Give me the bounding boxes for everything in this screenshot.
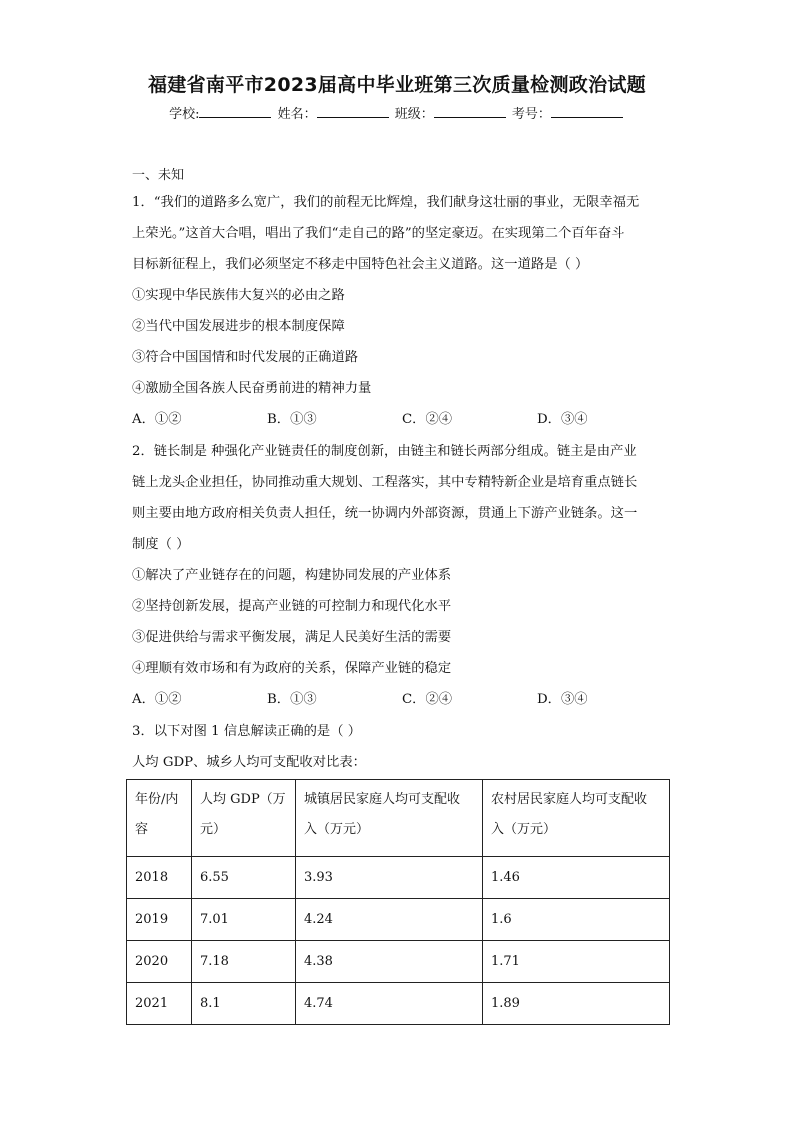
student-info-line bbox=[0, 103, 794, 122]
option-a[interactable]: A．①② bbox=[132, 412, 182, 427]
class-label: 班级： bbox=[394, 107, 434, 122]
table-cell: 7.01 bbox=[192, 899, 296, 941]
table-cell: 4.24 bbox=[296, 899, 483, 941]
question-1-stem-line: 上荣光。”这首大合唱，唱出了我们“走自己的路”的坚定豪迈。在实现第二个百年奋斗 bbox=[132, 226, 625, 241]
table-cell: 1.71 bbox=[483, 941, 670, 983]
exam-title: 福建省南平市2023届高中毕业班第三次质量检测政治试题 bbox=[148, 74, 646, 96]
section-heading: 一、未知 bbox=[132, 168, 185, 183]
exam-number-blank[interactable] bbox=[551, 106, 623, 118]
option-d[interactable]: D．③④ bbox=[537, 692, 588, 707]
name-label: 姓名： bbox=[277, 107, 317, 122]
question-1-item: ④激励全国各族人民奋勇前进的精神力量 bbox=[132, 381, 372, 396]
gdp-income-table bbox=[126, 779, 670, 1025]
question-2-stem-line: 2．链长制是 种强化产业链责任的制度创新，由链主和链长两部分组成。链主是由产业 bbox=[132, 444, 637, 459]
table-caption: 人均 GDP、城乡人均可支配收对比表： bbox=[132, 755, 366, 770]
table-cell: 2019 bbox=[127, 899, 192, 941]
table-row bbox=[127, 899, 670, 941]
table-cell: 3.93 bbox=[296, 857, 483, 899]
table-row bbox=[127, 941, 670, 983]
question-2 bbox=[132, 436, 672, 715]
option-c[interactable]: C．②④ bbox=[402, 412, 453, 427]
table-cell: 4.38 bbox=[296, 941, 483, 983]
class-blank[interactable] bbox=[434, 106, 506, 118]
table-cell: 6.55 bbox=[192, 857, 296, 899]
table-header-cell: 年份/内 容 bbox=[127, 780, 192, 857]
option-c[interactable]: C．②④ bbox=[402, 692, 453, 707]
table-cell: 1.46 bbox=[483, 857, 670, 899]
table-cell: 2020 bbox=[127, 941, 192, 983]
question-2-stem-line: 制度（ ） bbox=[132, 537, 190, 552]
school-blank[interactable] bbox=[199, 106, 271, 118]
table-cell: 2021 bbox=[127, 983, 192, 1025]
question-2-item: ④理顺有效市场和有为政府的关系，保障产业链的稳定 bbox=[132, 661, 452, 676]
question-2-stem-line: 链上龙头企业担任，协同推动重大规划、工程落实，其中专精特新企业是培育重点链长 bbox=[132, 475, 638, 490]
school-label: 学校: bbox=[169, 107, 200, 122]
option-b[interactable]: B．①③ bbox=[267, 692, 317, 707]
table-cell: 4.74 bbox=[296, 983, 483, 1025]
question-1-item: ③符合中国国情和时代发展的正确道路 bbox=[132, 350, 359, 365]
question-1-stem-line: 1．“我们的道路多么宽广，我们的前程无比辉煌，我们献身这壮丽的事业，无限幸福无 bbox=[132, 195, 640, 210]
table-header-cell: 农村居民家庭人均可支配收 入（万元） bbox=[483, 780, 670, 857]
question-1-stem-line: 目标新征程上，我们必须坚定不移走中国特色社会主义道路。这一道路是（ ） bbox=[132, 257, 589, 272]
question-1 bbox=[132, 187, 672, 435]
option-d[interactable]: D．③④ bbox=[537, 412, 588, 427]
table-cell: 2018 bbox=[127, 857, 192, 899]
question-2-item: ①解决了产业链存在的问题，构建协同发展的产业体系 bbox=[132, 568, 452, 583]
option-b[interactable]: B．①③ bbox=[267, 412, 317, 427]
question-3-stem: 3．以下对图 1 信息解读正确的是（ ） bbox=[132, 724, 362, 739]
table-header-cell: 人均 GDP（万 元） bbox=[192, 780, 296, 857]
option-a[interactable]: A．①② bbox=[132, 692, 182, 707]
question-3 bbox=[132, 716, 672, 778]
name-blank[interactable] bbox=[317, 106, 389, 118]
table-header-row bbox=[127, 780, 670, 857]
question-2-item: ③促进供给与需求平衡发展，满足人民美好生活的需要 bbox=[132, 630, 452, 645]
table-cell: 7.18 bbox=[192, 941, 296, 983]
table-row bbox=[127, 857, 670, 899]
question-1-item: ①实现中华民族伟大复兴的必由之路 bbox=[132, 288, 345, 303]
table-header-cell: 城镇居民家庭人均可支配收 入（万元） bbox=[296, 780, 483, 857]
table-cell: 1.89 bbox=[483, 983, 670, 1025]
question-2-item: ②坚持创新发展，提高产业链的可控制力和现代化水平 bbox=[132, 599, 452, 614]
question-2-stem-line: 则主要由地方政府相关负责人担任，统一协调内外部资源，贯通上下游产业链条。这一 bbox=[132, 506, 638, 521]
question-1-options bbox=[132, 404, 672, 435]
question-2-options bbox=[132, 684, 672, 715]
exam-number-label: 考号： bbox=[511, 107, 551, 122]
table-cell: 1.6 bbox=[483, 899, 670, 941]
question-1-item: ②当代中国发展进步的根本制度保障 bbox=[132, 319, 345, 334]
table-row bbox=[127, 983, 670, 1025]
table-cell: 8.1 bbox=[192, 983, 296, 1025]
